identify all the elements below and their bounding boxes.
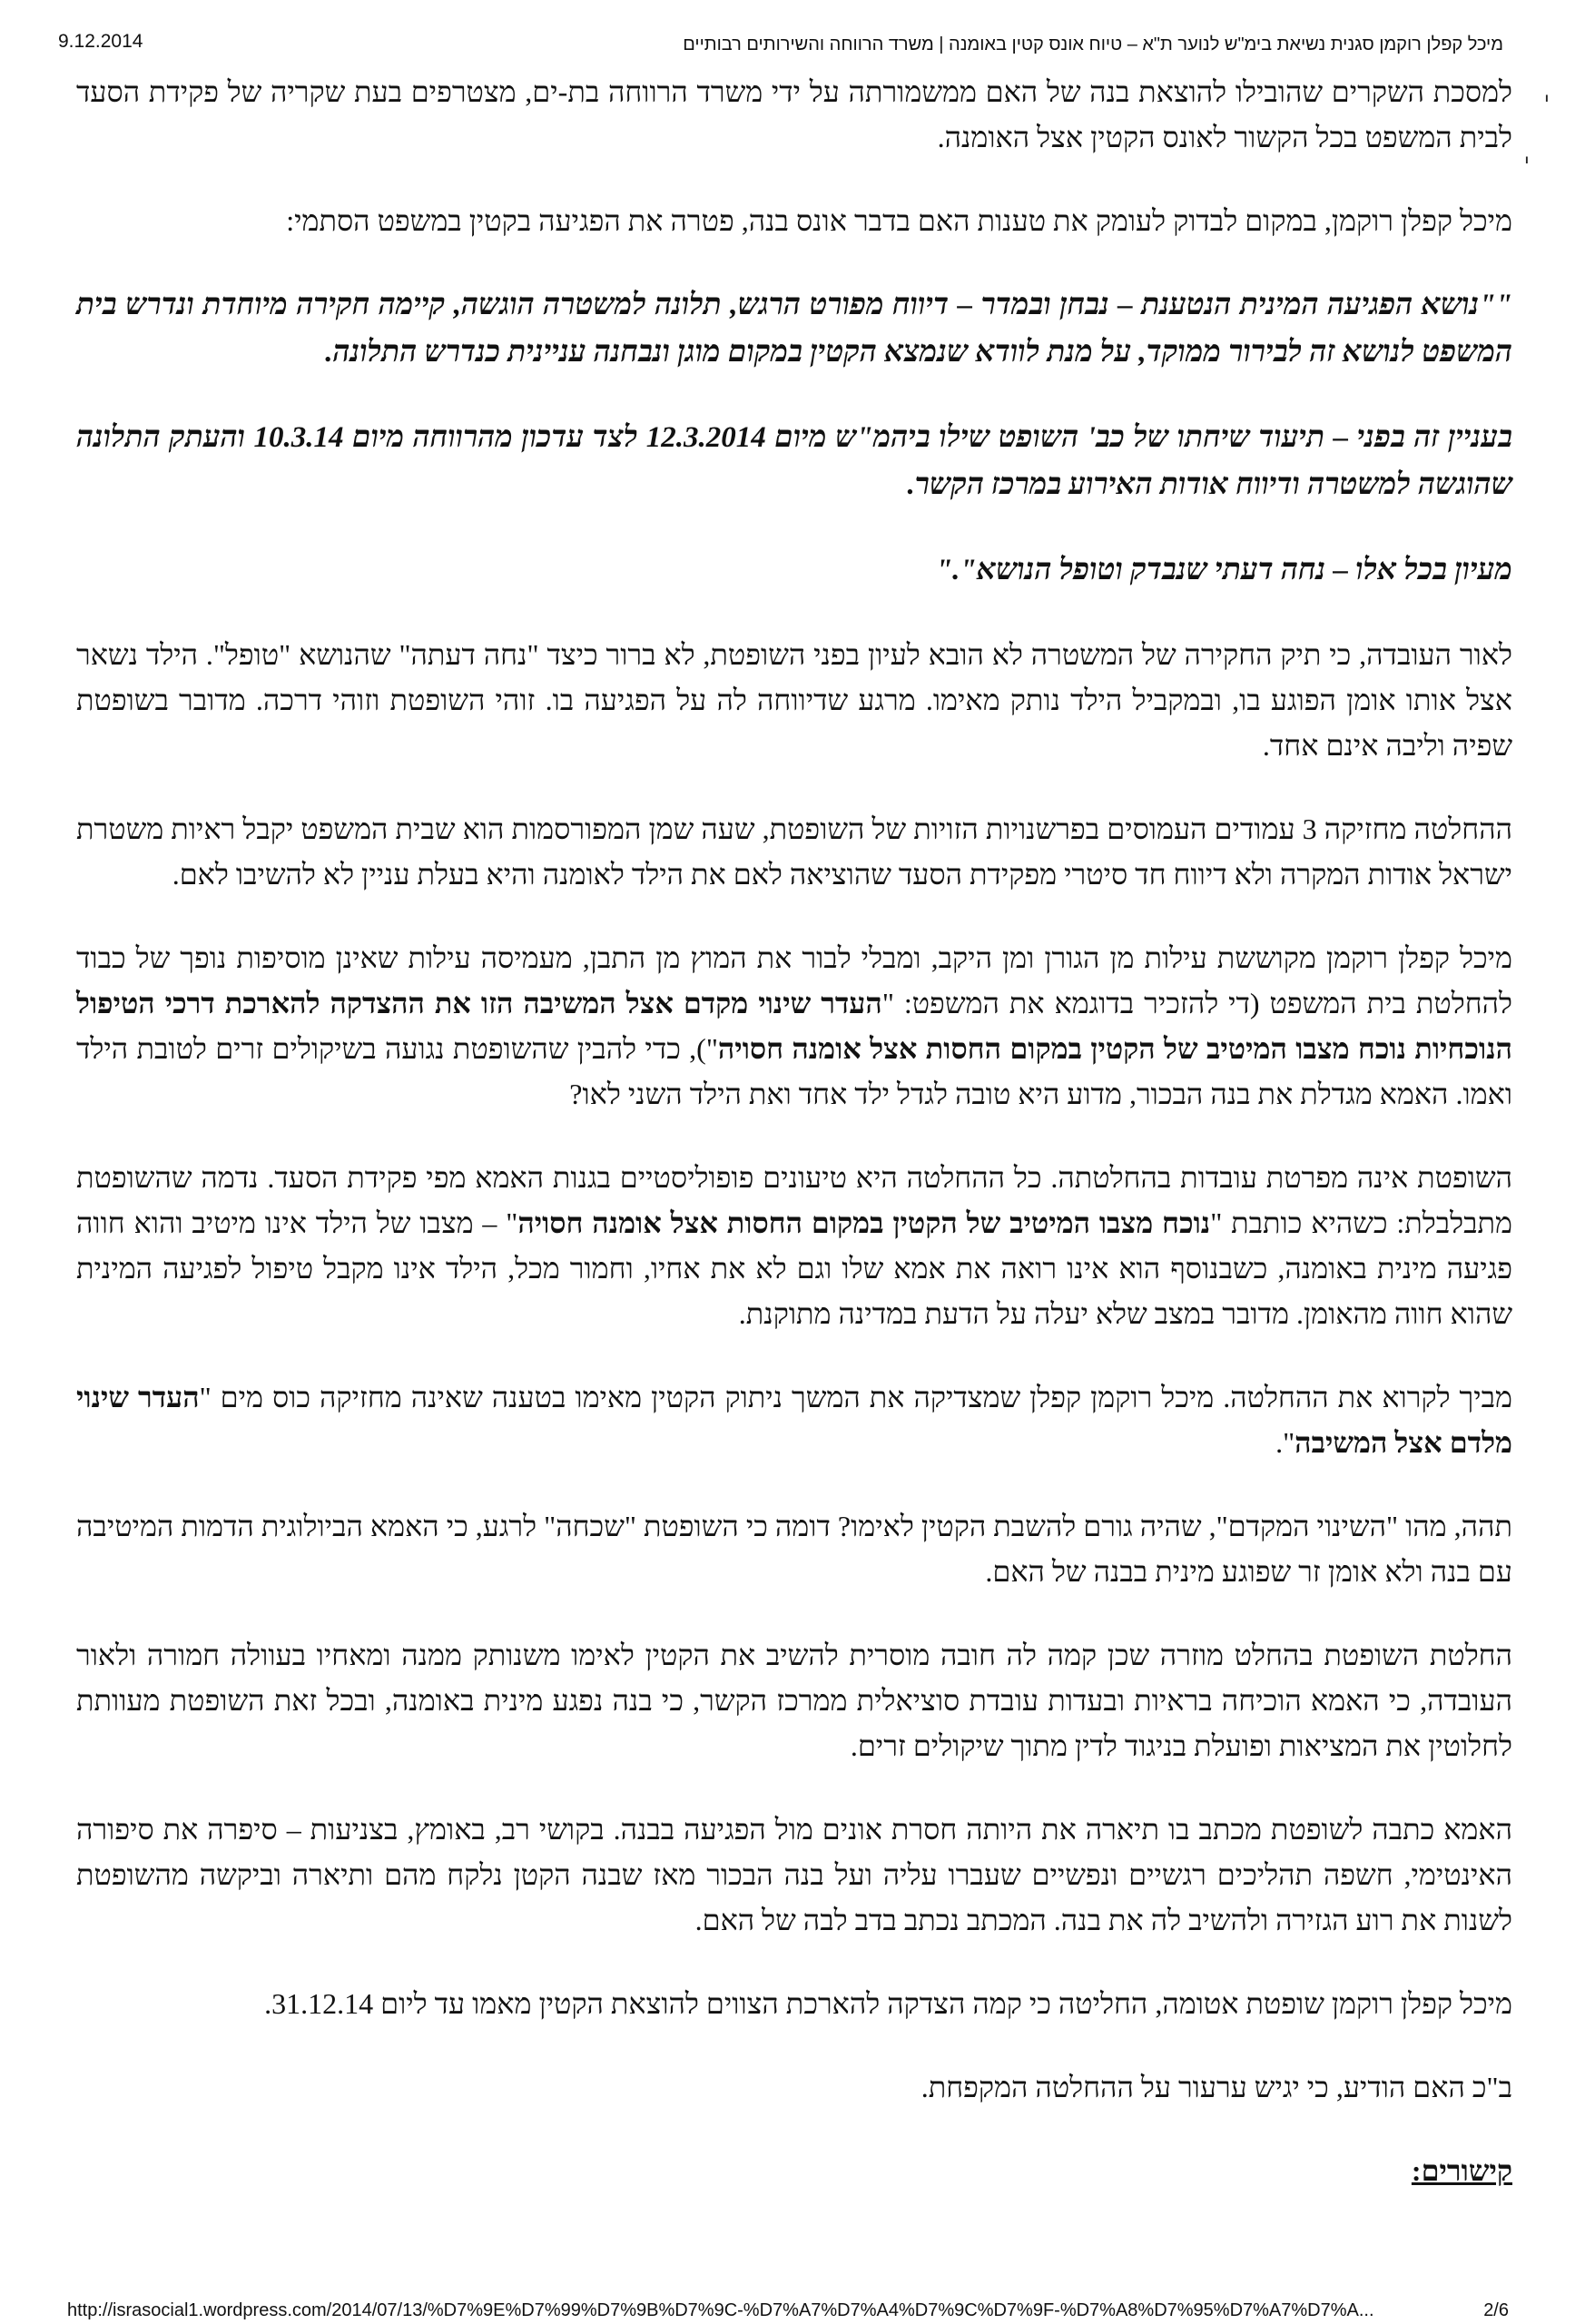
paragraph: החלטת השופטת בהחלט מוזרה שכן קמה לה חובה מוסרית להשיב את הקטין לאימו משנותק ממנה ומאחיו בעוולה חמורה ולאור העובדה, כי האמא הוכיחה בראיות ובעדות עובדת סוציאלית ממרכז הקשר, כי בנה נפגע מינית באומנה, ובכל זאת השופטת מעוותת לחלוטין את המציאות ופועלת בניגוד לדין מתוך שיקולים זרים. — [76, 1639, 1512, 1762]
print-date: 9.12.2014 — [58, 31, 143, 52]
footer-url: http://israsocial1.wordpress.com/2014/07/13/%D7%9E%D7%99%D7%9B%D7%9C-%D7%A7%D7%A4%D7%9C%D7%9F-%D7%A8%D7%95%D7%A7%D7%A... — [67, 2300, 1374, 2320]
paragraph-text: " – מצבו של הילד אינו מיטיב והוא חווה פגיעה מינית באומנה, כשבנוסף הוא אינו רואה את אמא שלו וגם לא את אחיו, וחמור מכל, הילד אינו מקבל טיפול לפגיעה המינית שהוא חווה מהאומן. מדובר במצב שלא יעלה על הדעת במדינה מתוקנת. — [76, 1206, 1512, 1330]
paragraph-text: "), כדי להבין שהשופטת נגועה בשיקולים זרים לטובת הילד ואמו. האמא מגדלת את בנה הבכור, מדוע היא טובה לגדל ילד אחד ואת הילד השני לאו? — [76, 1032, 1512, 1110]
paragraph — [76, 1374, 1512, 1465]
paragraph: לאור העובדה, כי תיק החקירה של המשטרה לא הובא לעיון בפני השופטת, לא ברור כיצד "נחה דעתה" שהנושא "טופל". הילד נשאר אצל אותו אומן הפוגע בו, ובמקביל הילד נותק מאימו. מרגע שדיווחה לה על הפגיעה בו. זוהי השופטת וזוהי דרכה. מדובר בשופטת שפיה וליבה אינם אחד. — [76, 638, 1512, 762]
page-number: 2/6 — [1483, 2300, 1509, 2320]
paragraph: האמא כתבה לשופטת מכתב בו תיארה את היותה חסרת אונים מול הפגיעה בבנה. בקושי רב, באומץ, בצניעות – סיפרה את סיפורה האינטימי, חשפה תהליכים רגשיים ונפשיים שעברו עליה ועל בנה הבכור מאז שבנה הקטן נלקח מהם ותיארה וביקשה מהשופטת לשנות את רוע הגזירה ולהשיב לה את בנה. המכתב נכתב בדב לבה של האם. — [76, 1813, 1512, 1936]
quoted-decision: בעניין זה בפני – תיעוד שיחתו של כב' השופט שילו ביהמ"ש מיום 12.3.2014 לצד עדכון מהרווחה מיום 10.3.14 והעתק התלונה שהוגשה למשטרה ודיווח אודות האירוע במרכז הקשר. — [76, 421, 1512, 501]
paragraph-text: ". — [1275, 1426, 1295, 1459]
page-header-title: מיכל קפלן רוקמן סגנית נשיאת בימ"ש לנוער ת"א – טיוח אונס קטין באומנה | משרד הרווחה והשירותים רבותיים — [683, 34, 1503, 54]
paragraph: תהה, מהו "השינוי המקדם", שהיה גורם להשבת הקטין לאימו? דומה כי השופטת "שכחה" לרגע, כי האמא הביולוגית הדמות המיטיבה עם בנה ולא אומן זר שפוגע מינית בבנה של האם. — [76, 1510, 1512, 1588]
quoted-decision: ""נושא הפגיעה המינית הנטענת – נבחן ובמדר – דיווח מפורט הרגש, תלונה למשטרה הוגשה, קיימה חקירה מיוחדת ונדרש בית המשפט לנושא זה לבירור ממוקד, על מנת לוודא שנמצא הקטין במקום מוגן ונבחנה עניינית כנדרש התלונה. — [76, 289, 1512, 369]
bold-quote: העדר שינוי מקדם אצל המשיבה הזו את ההצדקה להארכת דרכי הטיפול הנוכחיות נוכח מצבו המיטיב של הקטין במקום החסות אצל אומנה חסויה — [76, 987, 1513, 1065]
paragraph-text: השופטת אינה מפרטת עובדות בהחלטתה. כל ההחלטה היא טיעונים פופוליסטיים בגנות האמא מפי פקידת הסעד. נדמה שהשופטת מתבלבלת: כשהיא כותבת " — [76, 1161, 1513, 1239]
paragraph-text: מביך לקרוא את ההחלטה. מיכל רוקמן קפלן שמצדיקה את המשך ניתוק הקטין מאימו בטענה שאינה מחזיקה כוס מים " — [199, 1381, 1513, 1413]
margin-mark: ˌ — [1543, 74, 1551, 104]
article-body — [76, 69, 1512, 2231]
links-heading: קישורים: — [1411, 2154, 1512, 2187]
paragraph: למסכת השקרים שהובילו להוצאת בנה של האם ממשמורתה על ידי משרד הרווחה בת-ים, מצטרפים בעת שקריה של פקידת הסעד לבית המשפט בכל הקשור לאונס הקטין אצל האומנה. — [76, 75, 1512, 153]
margin-mark: ˌ — [1523, 136, 1531, 166]
bold-quote: נוכח מצבו המיטיב של הקטין במקום החסות אצל אומנה חסויה — [517, 1206, 1211, 1239]
paragraph: ההחלטה מחזיקה 3 עמודים העמוסים בפרשנויות הזויות של השופטת, שעה שמן המפורסמות הוא שבית המשפט יקבל ראיות משטרת ישראל אודות המקרה ולא דיווח חד סיטרי מפקידת הסעד שהוציאה לאם את הילד לאומנה והיא בעלת עניין לא להשיבו לאם. — [76, 812, 1513, 891]
bold-quote: העדר שינוי מלדם אצל המשיבה — [76, 1381, 1512, 1459]
paragraph: מיכל קפלן רוקמן שופטת אטומה, החליטה כי קמה הצדקה להארכת הצווים להוצאת הקטין מאמו עד ליום 31.12.14. — [264, 1987, 1512, 2020]
quoted-decision: מעיון בכל אלו – נחה דעתי שנבדק וטופל הנושא"." — [935, 554, 1512, 586]
paragraph: מיכל קפלן רוקמן, במקום לבדוק לעומק את טענות האם בדבר אונס בנה, פטרה את הפגיעה בקטין במשפט הסתמי: — [286, 204, 1512, 237]
paragraph — [76, 1155, 1512, 1336]
paragraph-text: מיכל קפלן רוקמן מקוששת עילות מן הגורן ומן היקב, ומבלי לבור את המוץ מן התבן, מעמיסה עילות שאינן מוסיפות נופך של כבוד להחלטת בית המשפט (די להזכיר בדוגמא את המשפט: " — [76, 941, 1513, 1019]
paragraph — [76, 935, 1512, 1117]
paragraph: ב"כ האם הודיע, כי יגיש ערעור על ההחלטה המקפחת. — [920, 2071, 1512, 2103]
